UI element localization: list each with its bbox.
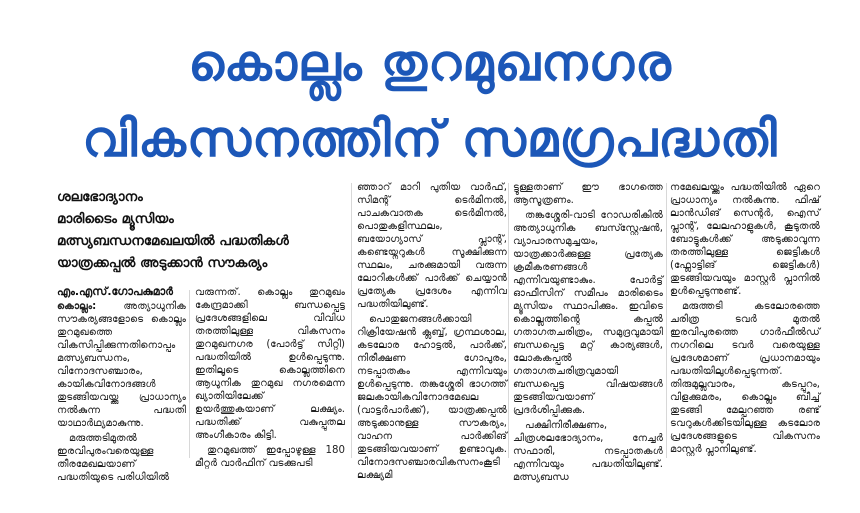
column-divider — [666, 183, 667, 458]
subheading: മത്സ്യബന്ധനമേഖലയിൽ പദ്ധതികൾ — [57, 233, 289, 249]
subheading: ശലഭോദ്യാനം — [57, 189, 143, 205]
byline: എം.എസ്.ഗോപകുമാർ — [57, 285, 173, 298]
column-divider — [508, 183, 509, 458]
paragraph-text: ട്ടുള്ളതാണ് ഈ ഭാഗത്തെ ആസൂത്രണം. — [513, 182, 663, 206]
headline-line-2: വികസനത്തിന് സമഗ്രപദ്ധതി — [82, 110, 778, 168]
dateline: കൊല്ലം: — [57, 301, 97, 312]
paragraph-text: വരുന്നത്. കൊല്ലം തുറമുഖം കേന്ദ്രമാക്കി ബന്ധപ്പെട്ട പ്രദേശങ്ങളിലെ വിവിധ തരത്തിലുള്ള വികസനം തുറമുഖനഗര (പോർട്ട് സിറ്റി) പദ്ധതിയിൽ ഉൾപ്പെടുന്നു. ഇതിലൂടെ കൊല്ലത്തിനെ ആധുനിക തുറമുഖ നഗരമെന്ന ഖ്യാതിയിലേക്ക് ഉയർത്തുകയാണ് ലക്ഷ്യം. പദ്ധതിക്ക് വകുപ്പുതല അംഗീകാരം കിട്ടി. — [195, 287, 345, 441]
paragraph — [513, 181, 663, 207]
paragraph-text: അത്യാധുനിക സൗകര്യങ്ങളോടെ കൊല്ലം തുറമുഖത്തെ വികസിപ്പിക്കുന്നതിനൊപ്പം മത്സ്യബന്ധനം, വിനോദസഞ്ചാരം, കായികവിനോദങ്ങൾ തുടങ്ങിയവയ്ക്കു പ്രാധാന്യം നൽകുന്ന പദ്ധതി യാഥാർഥ്യമാകുന്നു. — [57, 301, 186, 429]
column-divider — [189, 290, 190, 458]
paragraph-text: ഞ്ഞാറ് മാറി പുതിയ വാർഫ്, സിമന്റ് ടെർമിനൽ, പാചകവാതക ടെർമിനൽ, പൊതുകളിസ്ഥലം, ബയോഗ്യാസ് പ്ലാന്റ്, കണ്ടെയ്നറുകൾ സൂക്ഷിക്കുന്ന സ്ഥലം, ചരക്കുമായി വരുന്ന ലോറികൾക്ക് പാർക്ക് ചെയ്യാൻ പ്രത്യേക പ്രദേശം എന്നിവ പദ്ധതിയിലുണ്ട്. — [357, 182, 507, 310]
subheading: യാത്രക്കപ്പൽ അടുക്കാൻ സൗകര്യം — [57, 255, 268, 271]
article-column-4 — [513, 181, 663, 483]
paragraph — [513, 209, 663, 417]
article-column-5 — [670, 181, 820, 456]
paragraph-text: മരുത്തടിമുതൽ ഇരവിപുരംവരെയുള്ള തീരമേഖലയാണ് പദ്ധതിയുടെ പരിധിയിൽ — [57, 433, 170, 483]
subheading: മാരിടൈം മ്യൂസിയം — [57, 211, 174, 227]
paragraph-text: പൊതുജനങ്ങൾക്കായി റിക്രിയേഷൻ ക്ലബ്ബ്, ഗ്രന്ഥശാല, കടലോര ഹോട്ടൽ, പാർക്ക്, നിരീക്ഷണ ഗോപുരം, നടപ്പാതകം എന്നിവയും ഉൾപ്പെടുന്നു. തങ്കശ്ശേരി ഭാഗത്ത് ജലകായികവിനോദമേഖല (വാട്ടർപാർക്ക്), യാത്രക്കപ്പൽ അടുക്കാനുള്ള സൗകര്യം, വാഹന പാർക്കിങ് തുടങ്ങിയവയാണ് ഉണ്ടാവുക. വിനോദസഞ്ചാരവികസനംകൂടി ലക്ഷ്യമി — [357, 314, 507, 481]
paragraph — [195, 286, 345, 442]
article-column-1 — [57, 300, 186, 483]
paragraph — [670, 300, 820, 456]
paragraph — [513, 419, 663, 484]
article-column-3 — [357, 181, 507, 481]
paragraph-text: നമേഖലയ്ക്കും പദ്ധതിയിൽ ഏറെ പ്രാധാന്യം നൽകുന്നു. ഫിഷ് ലാൻഡിങ് സെന്റർ, ഐസ് പ്ലാന്റ്, ലേലഹാളുകൾ, കൂടുതൽ ബോട്ടുകൾക്ക് അടുക്കാവുന്ന തരത്തിലുള്ള ജെട്ടികൾ (ഫ്ലോട്ടിങ് ജെട്ടികൾ) തുടങ്ങിയവയും മാസ്റ്റർ പ്ലാനിൽ ഉൾപ്പെടുന്നുണ്ട്. — [670, 182, 820, 297]
article-column-2 — [195, 286, 345, 469]
paragraph — [357, 181, 507, 311]
paragraph-text: മരുത്തടി കടലോരത്തെ ചരിത്ര ടവർ മുതൽ ഇരവിപുരത്തെ ഗാർഫീൽഡ് നഗറിലെ ടവർ വരെയുള്ള പ്രദേശമാണ് പ്രധാനമായും പദ്ധതിയിലുൾപ്പെടുന്നത്. തിരുമുല്ലവാരം, കടപ്പുറം, വിളക്കുമരം, കൊല്ലം ബീച്ച് തുടങ്ങി മേല്പറഞ്ഞ രണ്ട് ടവറുകൾക്കിടയിലുള്ള കടലോര പ്രദേശങ്ങളുടെ വികസനം മാസ്റ്റർ പ്ലാനിലുണ്ട്. — [670, 301, 820, 455]
column-divider — [351, 183, 352, 458]
paragraph-text: പക്ഷിനിരീക്ഷണം, ചിത്രശലഭോദ്യാനം, നേച്ചർ സഫാരി, നടപ്പാതകൾ എന്നിവയും പദ്ധതിയിലുണ്ട്. മത്സ്യബന്ധ — [513, 420, 663, 483]
paragraph — [57, 300, 186, 430]
paragraph-text: തങ്കശ്ശേരി-വാടി റോഡരികിൽ അത്യാധുനിക ബസ്സ്റ്റേഷൻ, വ്യാപാരസമുച്ചയം, യാത്രക്കാർക്കുള്ള പ്രത്യേക ക്രമീകരണങ്ങൾ എന്നിവയുണ്ടാകും. പോർട്ട് ഓഫീസിന് സമീപം മാരിടൈം മ്യൂസിയം സ്ഥാപിക്കും. ഇവിടെ കൊല്ലത്തിന്റെ കപ്പൽ ഗതാഗതചരിത്രം, സമുദ്രവുമായി ബന്ധപ്പെട്ട മറ്റ് കാര്യങ്ങൾ, ലോകകപ്പൽ ഗതാഗതചരിത്രവുമായി ബന്ധപ്പെട്ട വിഷയങ്ങൾ തുടങ്ങിയവയാണ് പ്രദർശിപ്പിക്കുക. — [513, 210, 663, 416]
headline-line-1: കൊല്ലം തുറമുഖനഗര — [188, 34, 672, 92]
paragraph — [195, 444, 345, 470]
paragraph — [57, 432, 186, 484]
paragraph — [357, 313, 507, 482]
subheadings — [57, 186, 337, 274]
paragraph-text: തുറമുഖത്ത് ഇപ്പോഴുള്ള 180 മീറ്റർ വാർഫിന് വടക്കുപടി — [195, 445, 345, 469]
paragraph — [670, 181, 820, 298]
